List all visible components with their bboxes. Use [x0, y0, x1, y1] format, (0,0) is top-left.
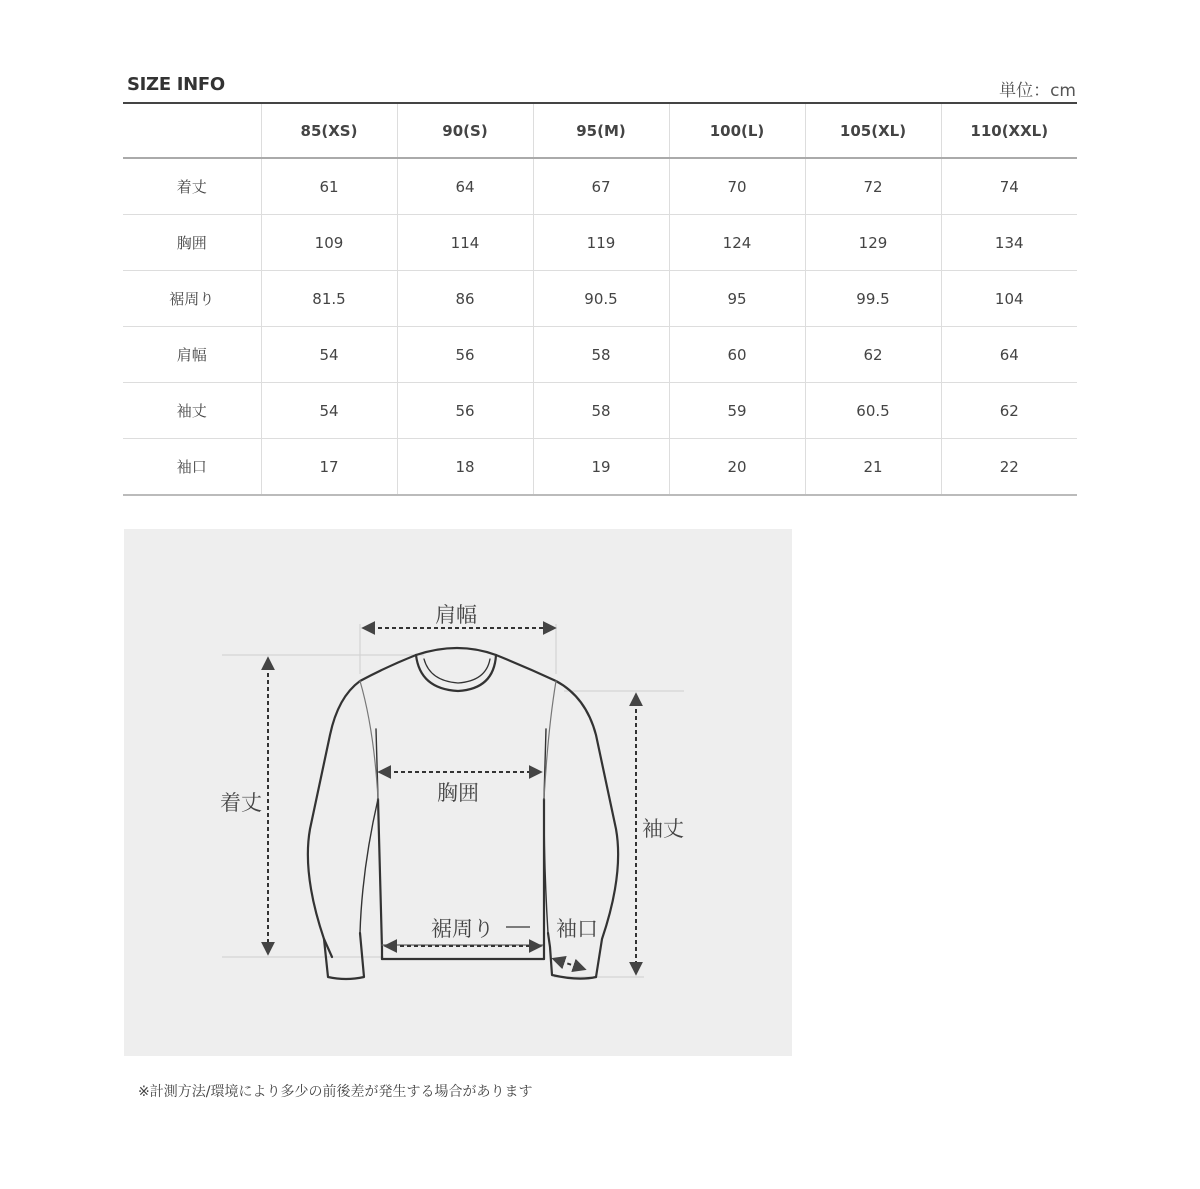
table-cell: 54 [261, 383, 397, 439]
row-label: 裾周り [123, 271, 261, 327]
table-cell: 114 [397, 215, 533, 271]
table-cell: 54 [261, 327, 397, 383]
table-cell: 56 [397, 327, 533, 383]
table-cell: 90.5 [533, 271, 669, 327]
table-cell: 134 [941, 215, 1077, 271]
header-cell-size: 105(XL) [805, 103, 941, 158]
table-cell: 64 [941, 327, 1077, 383]
measurement-note: ※計測方法/環境により多少の前後差が発生する場合があります [138, 1084, 533, 1100]
header-cell-empty [123, 103, 261, 158]
shoulder-label: 肩幅 [435, 603, 477, 627]
hem-label: 裾周り [431, 917, 494, 941]
table-cell: 74 [941, 158, 1077, 215]
table-cell: 99.5 [805, 271, 941, 327]
cuff-arrow [554, 959, 584, 969]
cuff-label: 袖口 [556, 917, 598, 941]
chest-label: 胸囲 [437, 781, 479, 805]
table-cell: 22 [941, 439, 1077, 496]
table-cell: 60.5 [805, 383, 941, 439]
table-cell: 58 [533, 327, 669, 383]
table-cell: 21 [805, 439, 941, 496]
row-label: 肩幅 [123, 327, 261, 383]
header-cell-size: 100(L) [669, 103, 805, 158]
size-info-title: SIZE INFO [127, 74, 225, 95]
table-row [123, 158, 1077, 215]
row-label: 胸囲 [123, 215, 261, 271]
table-cell: 60 [669, 327, 805, 383]
header-cell-size: 85(XS) [261, 103, 397, 158]
sleeve-length-label: 袖丈 [642, 817, 684, 841]
table-cell: 64 [397, 158, 533, 215]
table-row [123, 215, 1077, 271]
length-label: 着丈 [220, 791, 262, 815]
table-cell: 58 [533, 383, 669, 439]
table-cell: 129 [805, 215, 941, 271]
table-header-row [123, 103, 1077, 158]
table-cell: 17 [261, 439, 397, 496]
table-cell: 95 [669, 271, 805, 327]
table-cell: 56 [397, 383, 533, 439]
table-cell: 104 [941, 271, 1077, 327]
table-cell: 61 [261, 158, 397, 215]
table-cell: 72 [805, 158, 941, 215]
row-label: 袖口 [123, 439, 261, 496]
header-cell-size: 110(XXL) [941, 103, 1077, 158]
table-cell: 59 [669, 383, 805, 439]
table-cell: 20 [669, 439, 805, 496]
header-cell-size: 90(S) [397, 103, 533, 158]
header-cell-size: 95(M) [533, 103, 669, 158]
table-cell: 70 [669, 158, 805, 215]
unit-label: 単位：cm [999, 81, 1076, 101]
measurement-diagram [124, 529, 792, 1056]
table-cell: 86 [397, 271, 533, 327]
table-cell: 19 [533, 439, 669, 496]
size-table [123, 102, 1077, 496]
table-row [123, 439, 1077, 496]
table-cell: 119 [533, 215, 669, 271]
table-cell: 124 [669, 215, 805, 271]
row-label: 着丈 [123, 158, 261, 215]
table-cell: 62 [805, 327, 941, 383]
table-cell: 18 [397, 439, 533, 496]
table-cell: 109 [261, 215, 397, 271]
table-row [123, 383, 1077, 439]
row-label: 袖丈 [123, 383, 261, 439]
table-cell: 62 [941, 383, 1077, 439]
table-row [123, 271, 1077, 327]
table-cell: 67 [533, 158, 669, 215]
table-cell: 81.5 [261, 271, 397, 327]
table-row [123, 327, 1077, 383]
